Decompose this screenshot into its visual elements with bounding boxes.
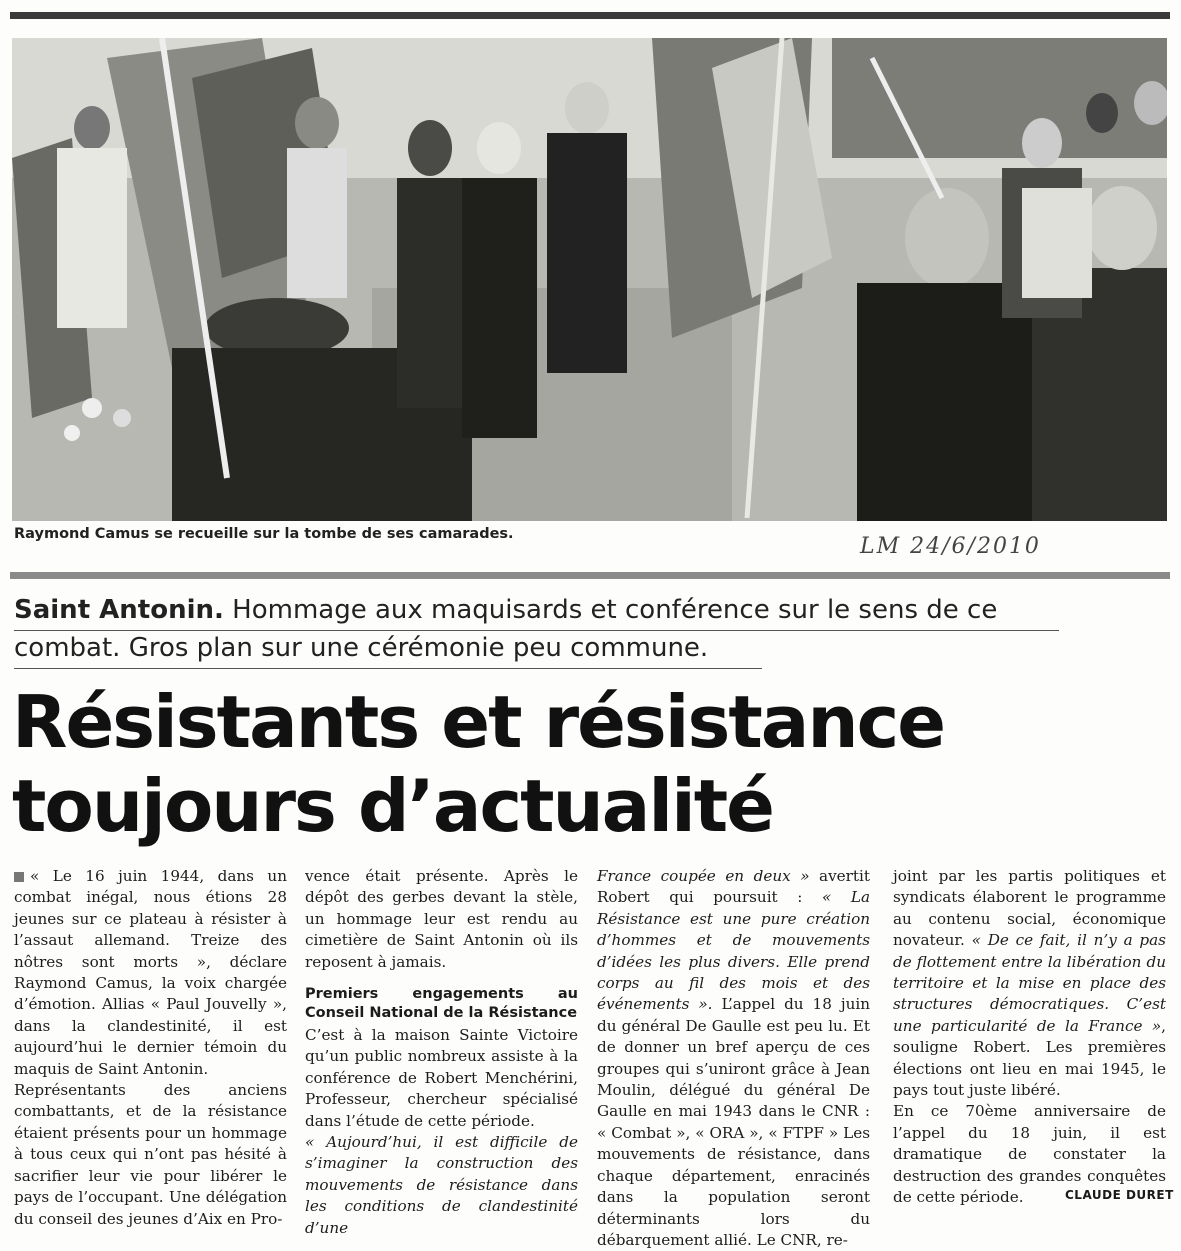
paragraph-text: avertit Robert qui poursuit : [597,867,870,907]
paragraph: En ce 70ème anniversaire de l’appel du 18 juin, il est dramatique de constater la destruction des grandes conquêtes de cette période. [893,1102,1166,1207]
paragraph [305,1132,578,1239]
paragraph [893,866,1166,1101]
kicker [14,591,1074,667]
paragraph: C’est à la maison Sainte Victoire qu’un public nombreux assiste à la conférence de Robert Menchérini, Professeur, chercheur spécialisé dans l’étude de cette période. [305,1026,578,1130]
paragraph-text: « Le 16 juin 1944, dans un combat inégal, nous étions 28 jeunes sur ce plateau à résister à l’assaut allemand. Treize des nôtres sont morts », déclare Raymond Camus, la voix chargée d’émotion. Allias « Paul Jouvelly », dans la clandestinité, il est aujourd’hui le dernier témoin du maquis de Saint Antonin. [14,867,287,1078]
paragraph: Représentants des anciens combattants, et de la résistance étaient présents pour un hommage à tous ceux qui n’ont pas hésité à sacrifier leur vie pour libérer le pays de l’occupant. Une délégation du conseil des jeunes d’Aix en Pro- [14,1081,287,1228]
paragraph-text: joint par les partis politiques et syndicats élaborent le programme au contenu social, économique novateur. [893,867,1166,950]
author-byline: CLAUDE DURET [1065,1188,1174,1202]
quote-text: « Aujourd’hui, il est difficile de s’imaginer la construction des mouvements de résistance dans les conditions de clandestinité d’une [305,1133,578,1237]
handwritten-note: LM 24/6/2010 [860,534,1041,559]
paragraph-text: , souligne Robert. Les premières élections ont lieu en mai 1945, le pays tout juste libéré. [893,1016,1166,1100]
article-column-4 [893,866,1166,1209]
top-rule [10,12,1170,19]
headline-line-2: toujours d’actualité [12,764,773,848]
quote-text: « De ce fait, il n’y a pas de flottement entre la libération du territoire et la mise en place des structures démocratiques. C’est une particularité de la France » [893,931,1166,1035]
headline [12,680,1112,848]
kicker-text: Hommage aux maquisards et conférence sur le sens de ce combat. Gros plan sur une cérémonie peu commune. [14,595,998,663]
article-column-1 [14,866,287,1230]
lead-square-icon [14,872,24,882]
kicker-underline-1 [14,630,1059,631]
subheading: Premiers engagements au Conseil National de la Résistance [305,986,578,1022]
headline-line-1: Résistants et résistance [12,680,945,764]
article-column-3 [597,866,870,1251]
photo-caption: Raymond Camus se recueille sur la tombe de ses camarades. [14,526,514,542]
paragraph [597,866,870,1251]
ceremony-photo [12,38,1167,521]
paragraph [14,866,287,1080]
section-rule [10,572,1170,579]
kicker-underline-2 [14,668,762,669]
kicker-place: Saint Antonin. [14,595,224,625]
article-column-2 [305,866,578,1239]
quote-text: France coupée en deux » [597,867,810,885]
paragraph: vence était présente. Après le dépôt des gerbes devant la stèle, un hommage leur est rendu au cimetière de Saint Antonin où ils reposent à jamais. [305,867,578,971]
quote-text: « La Résistance est une pure création d’hommes et de mouvements d’idées les plus divers. Elle prend corps au fil des mois et des événements ». [597,888,870,1014]
paragraph-text: L’appel du 18 juin du général De Gaulle est peu lu. Et de donner un bref aperçu de ces groupes qui s’uniront grâce à Jean Moulin, délégué du général De Gaulle en mai 1943 dans le CNR : « Combat », « ORA », « FTPF » Les mouvements de résistance, dans chaque département, enracinés dans la population seront déterminants lors du débarquement allié. Le CNR, re- [597,995,870,1249]
